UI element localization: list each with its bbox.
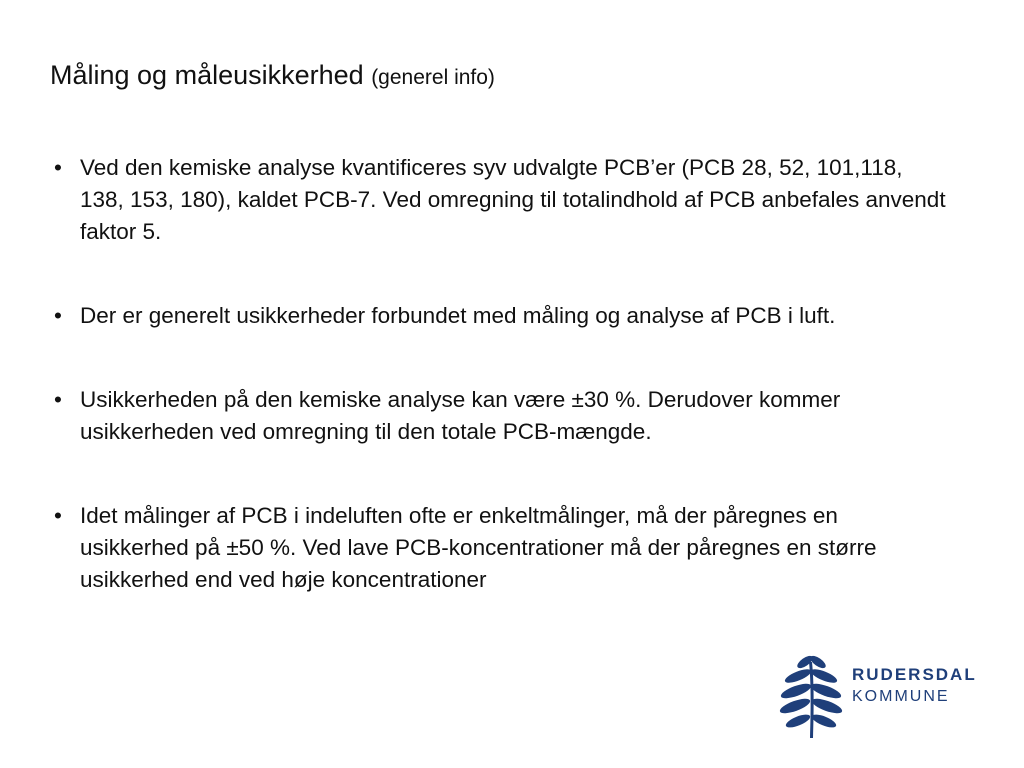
title-main: Måling og måleusikkerhed: [50, 60, 364, 90]
rudersdal-logo: [778, 652, 978, 742]
bullet-text: Usikkerheden på den kemiske analyse kan være ±30 %. Derudover kommer usikkerheden ved omregning til den totale PCB-mængde.: [80, 387, 841, 444]
slide-title: [50, 58, 495, 95]
logo-line-kommune: KOMMUNE: [852, 688, 950, 705]
logo-wordmark: [852, 664, 977, 708]
title-subtitle: (generel info): [371, 66, 495, 89]
bullet-item: [50, 152, 950, 248]
bullet-list: [50, 152, 950, 596]
bullet-item: [50, 500, 950, 596]
bullet-item: [50, 384, 950, 448]
logo-line-rudersdal: RUDERSDAL: [852, 665, 977, 684]
leaf-branch-icon: [778, 652, 844, 742]
bullet-text: Der er generelt usikkerheder forbundet med måling og analyse af PCB i luft.: [80, 303, 836, 328]
bullet-item: [50, 300, 950, 332]
bullet-text: Ved den kemiske analyse kvantificeres syv udvalgte PCB’er (PCB 28, 52, 101,118, 138, 153, 180), kaldet PCB-7. Ved omregning til totalindhold af PCB anbefales anvendt faktor 5.: [80, 155, 946, 244]
bullet-marker: •: [54, 387, 62, 412]
bullet-marker: •: [54, 155, 62, 180]
bullet-marker: •: [54, 503, 62, 528]
bullet-text: Idet målinger af PCB i indeluften ofte er enkeltmålinger, må der påregnes en usikkerhed på ±50 %. Ved lave PCB-koncentrationer må der påregnes en større usikkerhed end ved høje koncentrationer: [80, 503, 877, 592]
bullet-marker: •: [54, 303, 62, 328]
